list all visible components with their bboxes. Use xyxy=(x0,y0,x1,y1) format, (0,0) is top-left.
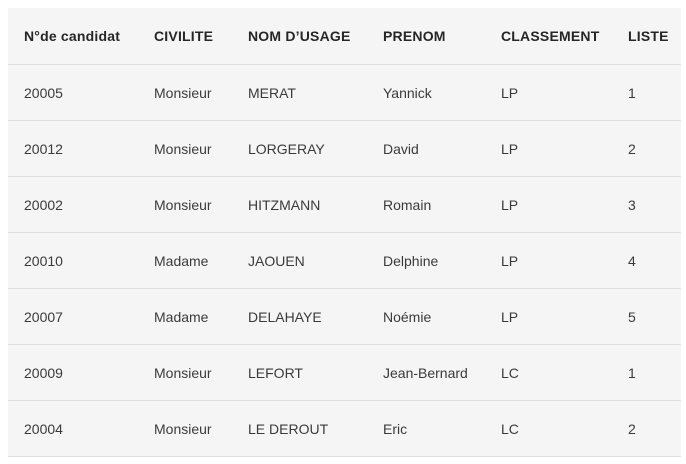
cell-nom-usage: JAOUEN xyxy=(248,233,383,289)
cell-civilite: Monsieur xyxy=(154,65,248,121)
cell-civilite: Monsieur xyxy=(154,401,248,457)
cell-candidate-number: 20002 xyxy=(8,177,154,233)
cell-classement: LP xyxy=(501,177,628,233)
cell-liste: 2 xyxy=(628,121,681,177)
cell-civilite: Monsieur xyxy=(154,345,248,401)
header-liste: LISTE xyxy=(628,28,669,44)
candidates-table xyxy=(8,8,681,457)
cell-candidate-number: 20007 xyxy=(8,289,154,345)
table-row xyxy=(8,121,681,177)
header-candidate-number: N°de candidat xyxy=(24,28,121,44)
table-row xyxy=(8,401,681,457)
cell-liste: 1 xyxy=(628,65,681,121)
cell-prenom: Romain xyxy=(383,177,501,233)
header-row xyxy=(8,8,681,65)
cell-classement: LC xyxy=(501,345,628,401)
cell-nom-usage: HITZMANN xyxy=(248,177,383,233)
cell-liste: 3 xyxy=(628,177,681,233)
cell-civilite: Monsieur xyxy=(154,177,248,233)
cell-nom-usage: DELAHAYE xyxy=(248,289,383,345)
cell-nom-usage: LEFORT xyxy=(248,345,383,401)
cell-candidate-number: 20004 xyxy=(8,401,154,457)
cell-nom-usage: MERAT xyxy=(248,65,383,121)
cell-civilite: Madame xyxy=(154,233,248,289)
cell-prenom: David xyxy=(383,121,501,177)
cell-classement: LP xyxy=(501,233,628,289)
cell-civilite: Madame xyxy=(154,289,248,345)
cell-candidate-number: 20009 xyxy=(8,345,154,401)
cell-candidate-number: 20005 xyxy=(8,65,154,121)
cell-classement: LP xyxy=(501,65,628,121)
cell-classement: LP xyxy=(501,289,628,345)
cell-liste: 5 xyxy=(628,289,681,345)
cell-classement: LP xyxy=(501,121,628,177)
cell-candidate-number: 20012 xyxy=(8,121,154,177)
table-row xyxy=(8,177,681,233)
cell-candidate-number: 20010 xyxy=(8,233,154,289)
cell-prenom: Yannick xyxy=(383,65,501,121)
cell-prenom: Delphine xyxy=(383,233,501,289)
table-header xyxy=(8,8,681,65)
cell-prenom: Jean-Bernard xyxy=(383,345,501,401)
cell-prenom: Eric xyxy=(383,401,501,457)
cell-liste: 1 xyxy=(628,345,681,401)
header-prenom: PRENOM xyxy=(383,28,446,44)
cell-classement: LC xyxy=(501,401,628,457)
table-body xyxy=(8,65,681,457)
cell-nom-usage: LORGERAY xyxy=(248,121,383,177)
table-row xyxy=(8,289,681,345)
table-row xyxy=(8,65,681,121)
cell-civilite: Monsieur xyxy=(154,121,248,177)
cell-liste: 4 xyxy=(628,233,681,289)
table-row xyxy=(8,233,681,289)
candidates-table-container xyxy=(8,8,681,457)
header-classement: CLASSEMENT xyxy=(501,28,600,44)
cell-nom-usage: LE DEROUT xyxy=(248,401,383,457)
header-nom-usage: NOM D’USAGE xyxy=(248,28,351,44)
cell-prenom: Noémie xyxy=(383,289,501,345)
header-civilite: CIVILITE xyxy=(154,28,214,44)
cell-liste: 2 xyxy=(628,401,681,457)
table-row xyxy=(8,345,681,401)
